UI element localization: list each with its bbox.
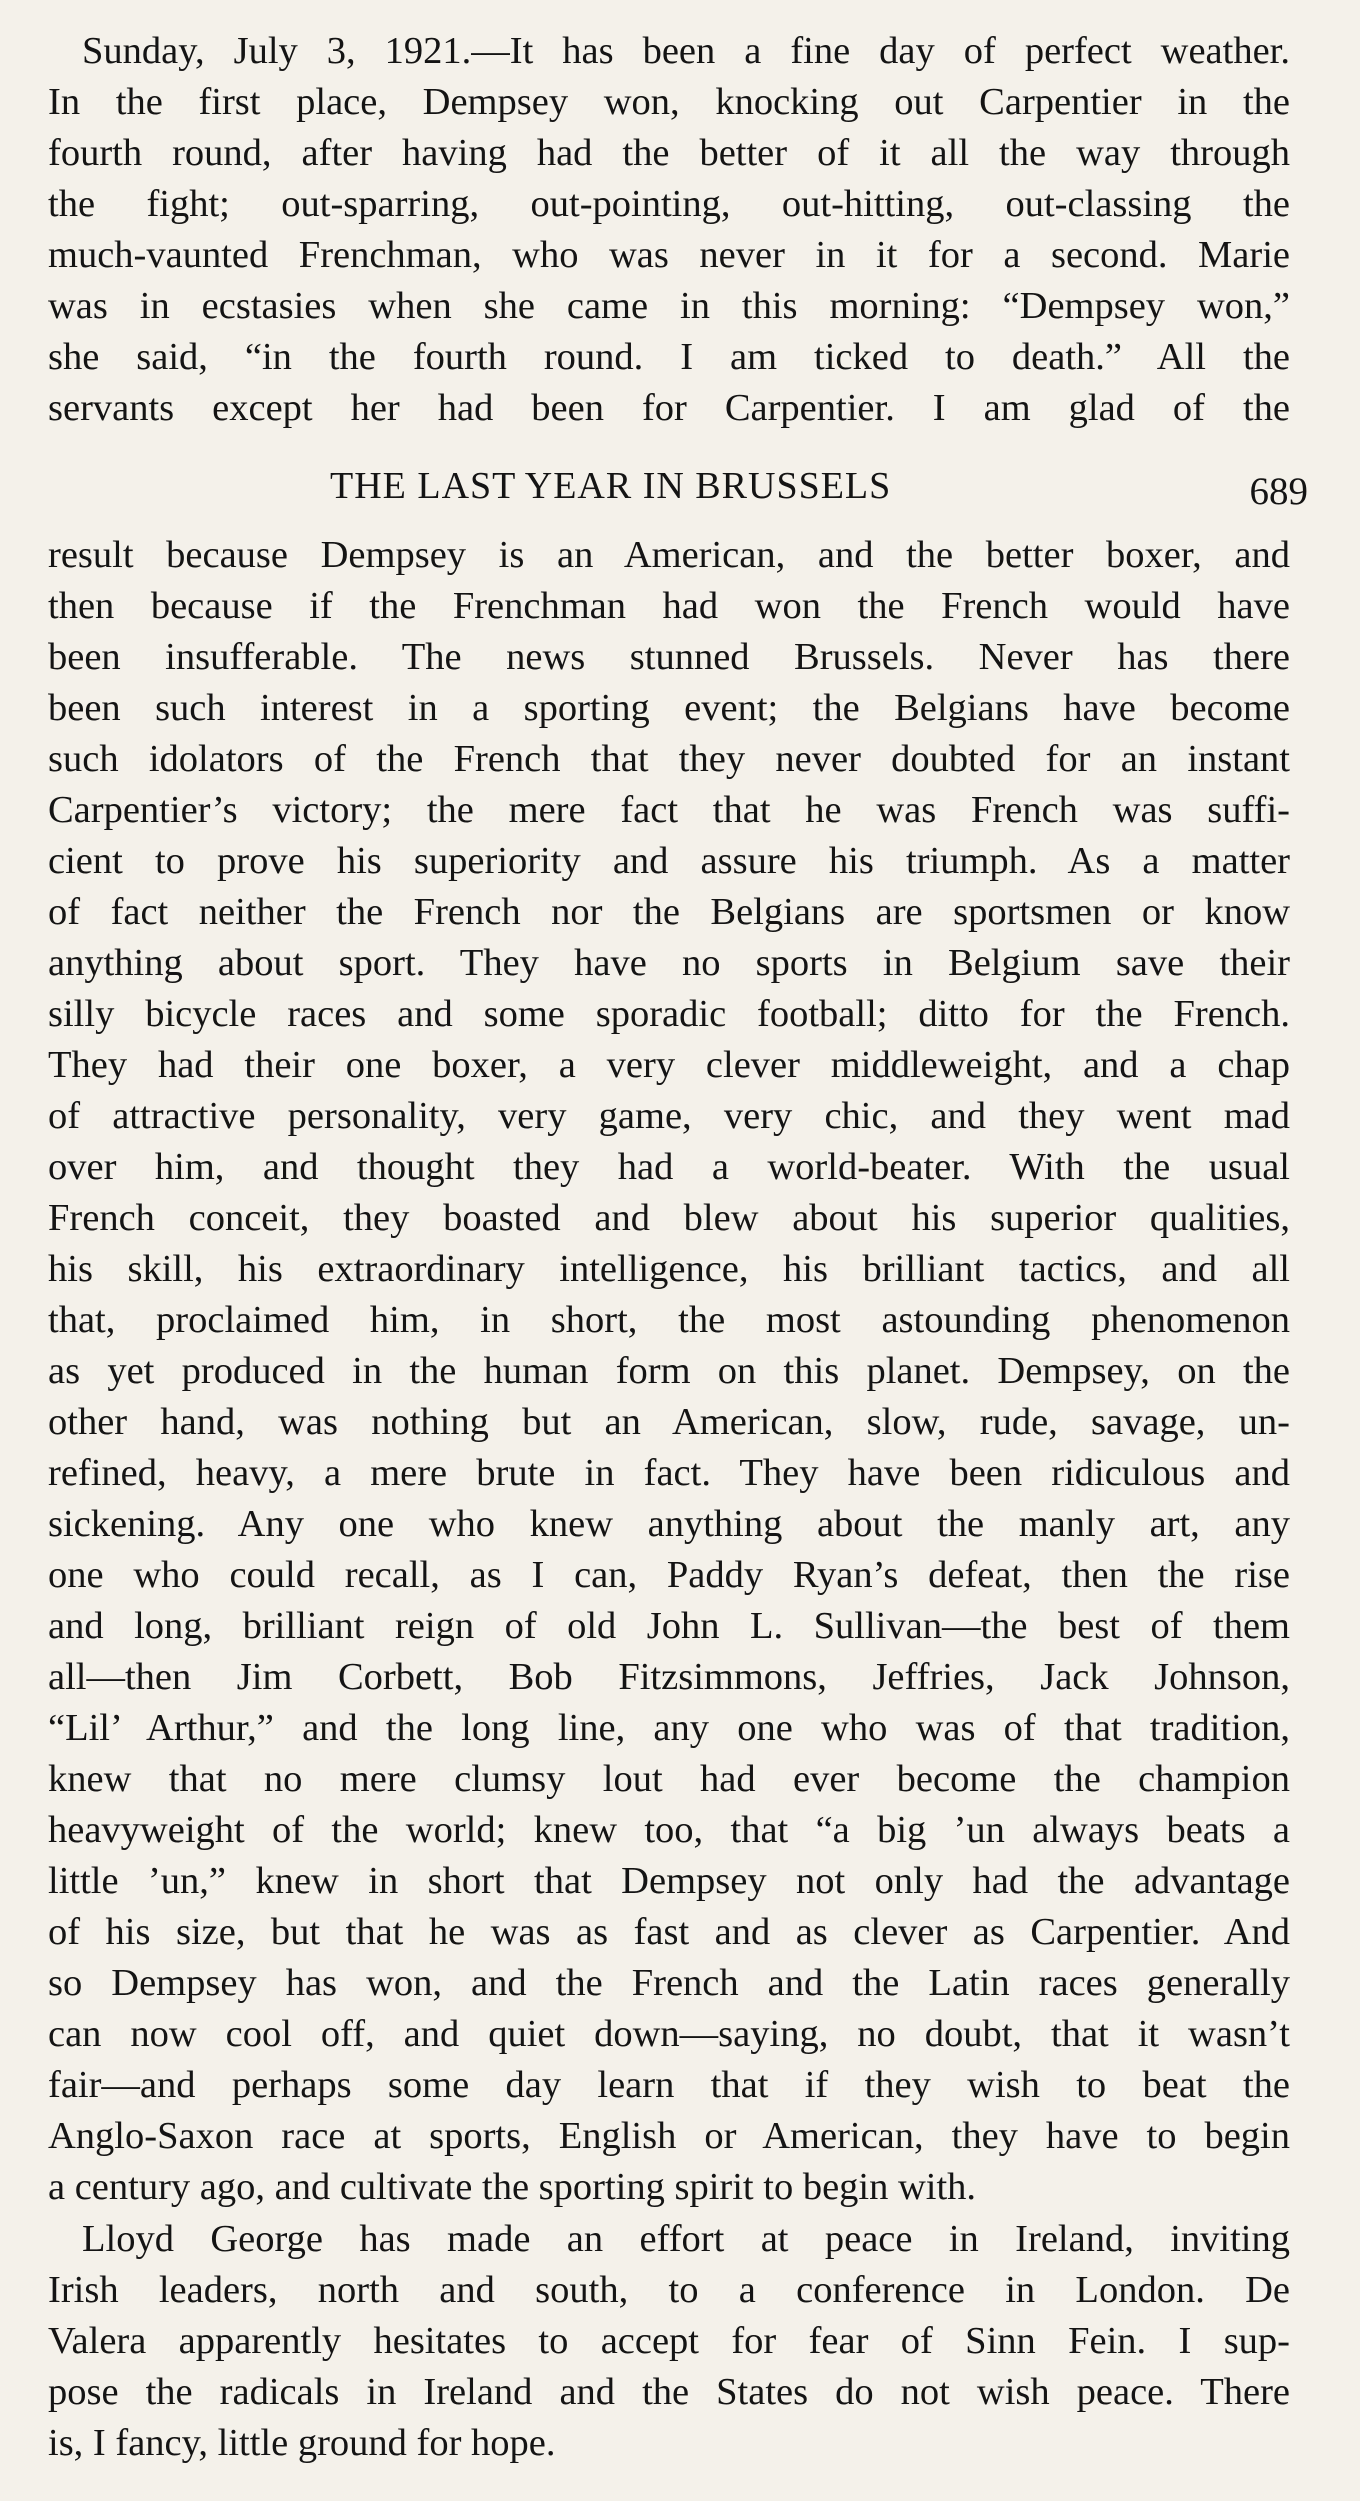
text-line: all—then Jim Corbett, Bob Fitzsimmons, Jeffries, Jack Johnson,	[48, 1656, 1290, 1698]
running-head: THE LAST YEAR IN BRUSSELS	[330, 465, 892, 507]
text-line: pose the radicals in Ireland and the States do not wish peace. There	[48, 2371, 1290, 2413]
text-line: the fight; out-sparring, out-pointing, out-hitting, out-classing the	[48, 183, 1290, 225]
text-line: heavyweight of the world; knew too, that “a big ’un always beats a	[48, 1809, 1290, 1851]
text-line: They had their one boxer, a very clever middleweight, and a chap	[48, 1044, 1290, 1086]
text-line: one who could recall, as I can, Paddy Ryan’s defeat, then the rise	[48, 1554, 1290, 1596]
text-line: silly bicycle races and some sporadic football; ditto for the French.	[48, 993, 1290, 1035]
text-line: then because if the Frenchman had won the French would have	[48, 585, 1290, 627]
text-line: “Lil’ Arthur,” and the long line, any one who was of that tradition,	[48, 1707, 1290, 1749]
text-line: Sunday, July 3, 1921.—It has been a fine day of perfect weather.	[82, 30, 1290, 72]
text-line: was in ecstasies when she came in this morning: “Dempsey won,”	[48, 285, 1290, 327]
page-number: 689	[1249, 470, 1308, 513]
text-line: of attractive personality, very game, very chic, and they went mad	[48, 1095, 1290, 1137]
text-line: fourth round, after having had the better of it all the way through	[48, 132, 1290, 174]
text-line: much-vaunted Frenchman, who was never in it for a second. Marie	[48, 234, 1290, 276]
text-line: she said, “in the fourth round. I am ticked to death.” All the	[48, 336, 1290, 378]
text-line: been insufferable. The news stunned Brussels. Never has there	[48, 636, 1290, 678]
text-line: that, proclaimed him, in short, the most astounding phenomenon	[48, 1299, 1290, 1341]
text-line: Valera apparently hesitates to accept for fear of Sinn Fein. I sup-	[48, 2320, 1290, 2362]
text-line: over him, and thought they had a world-beater. With the usual	[48, 1146, 1290, 1188]
text-line: fair—and perhaps some day learn that if they wish to beat the	[48, 2064, 1290, 2106]
text-line: French conceit, they boasted and blew about his superior qualities,	[48, 1197, 1290, 1239]
text-line: servants except her had been for Carpentier. I am glad of the	[48, 387, 1290, 429]
text-line: can now cool off, and quiet down—saying, no doubt, that it wasn’t	[48, 2013, 1290, 2055]
text-line: is, I fancy, little ground for hope.	[48, 2422, 556, 2464]
text-line: as yet produced in the human form on this planet. Dempsey, on the	[48, 1350, 1290, 1392]
text-line: In the first place, Dempsey won, knocking out Carpentier in the	[48, 81, 1290, 123]
text-line: a century ago, and cultivate the sporting spirit to begin with.	[48, 2166, 977, 2208]
text-line: been such interest in a sporting event; the Belgians have become	[48, 687, 1290, 729]
text-line: of his size, but that he was as fast and as clever as Carpentier. And	[48, 1911, 1290, 1953]
closing-paragraph	[48, 2214, 1290, 2469]
diary-entry-paragraph	[48, 26, 1290, 434]
text-line: Carpentier’s victory; the mere fact that he was French was suffi-	[48, 789, 1290, 831]
main-paragraph	[48, 530, 1290, 2213]
text-line: sickening. Any one who knew anything about the manly art, any	[48, 1503, 1290, 1545]
text-line: knew that no mere clumsy lout had ever become the champion	[48, 1758, 1290, 1800]
text-line: Anglo-Saxon race at sports, English or American, they have to begin	[48, 2115, 1290, 2157]
text-line: little ’un,” knew in short that Dempsey not only had the advantage	[48, 1860, 1290, 1902]
text-line: and long, brilliant reign of old John L. Sullivan—the best of them	[48, 1605, 1290, 1647]
text-line: anything about sport. They have no sports in Belgium save their	[48, 942, 1290, 984]
text-line: such idolators of the French that they never doubted for an instant	[48, 738, 1290, 780]
text-line: so Dempsey has won, and the French and the Latin races generally	[48, 1962, 1290, 2004]
text-line: cient to prove his superiority and assure his triumph. As a matter	[48, 840, 1290, 882]
text-line: result because Dempsey is an American, and the better boxer, and	[48, 534, 1290, 576]
text-line: Irish leaders, north and south, to a conference in London. De	[48, 2269, 1290, 2311]
page-header	[48, 456, 1308, 516]
text-line: of fact neither the French nor the Belgians are sportsmen or know	[48, 891, 1290, 933]
text-line: Lloyd George has made an effort at peace in Ireland, inviting	[82, 2218, 1290, 2260]
text-line: other hand, was nothing but an American, slow, rude, savage, un-	[48, 1401, 1290, 1443]
text-line: refined, heavy, a mere brute in fact. They have been ridiculous and	[48, 1452, 1290, 1494]
text-line: his skill, his extraordinary intelligence, his brilliant tactics, and all	[48, 1248, 1290, 1290]
